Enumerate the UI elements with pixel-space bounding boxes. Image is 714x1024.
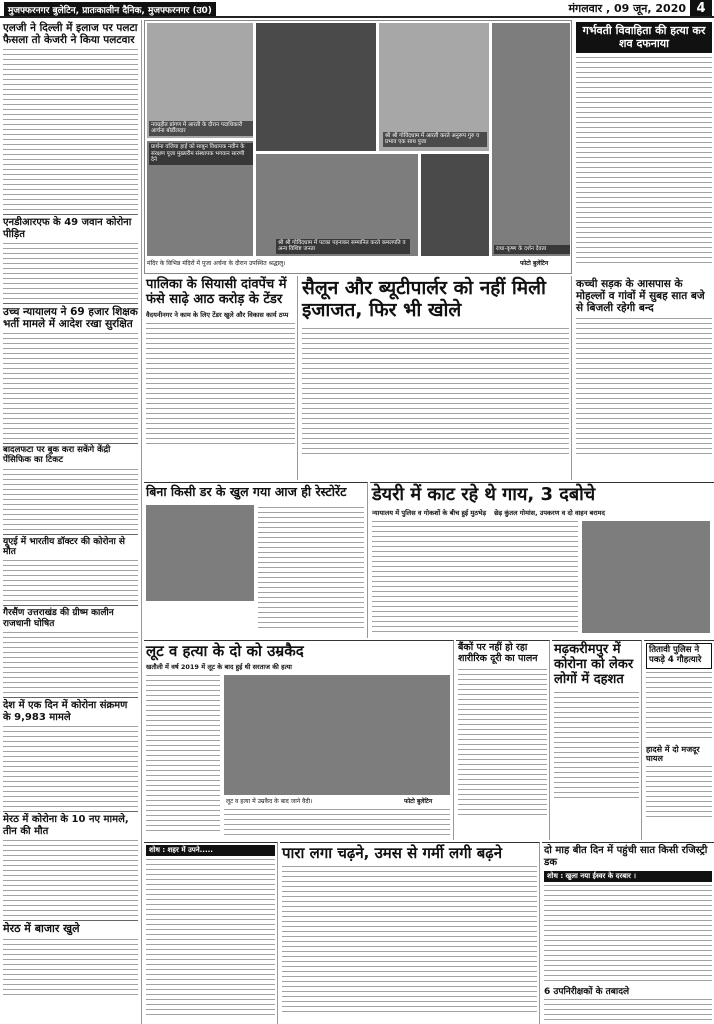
article-body: [224, 809, 450, 837]
headline-banks: बैंकों पर नहीं हो रहा शारीरिक दूरी का पालन: [458, 642, 538, 664]
article-body: [146, 675, 220, 835]
headline-meerut-corona: मेरठ में कोरोना के 10 नए मामले, तीन की मौत: [3, 814, 129, 837]
headline-loot: लूट व हत्या के दो को उम्रकैद: [146, 642, 304, 660]
headline-upniri: 6 उपनिरीक्षकों के तबादले: [544, 987, 630, 997]
headline-para: पारा लगा चढ़ने, उमस से गर्मी लगी बढ़ने: [282, 844, 503, 862]
article-body: [146, 859, 275, 1019]
loot-photo: [224, 675, 450, 795]
subhead-palika: वैदयनीनगर ने काम के लिए टेंडर खुले और विकास कार्य ठप्प: [146, 310, 289, 319]
article-body: [3, 469, 138, 534]
article-body: [544, 999, 712, 1021]
subhead-loot: खतौली में वर्ष 2019 में लूट के बाद हुई थी सरताज की हत्या: [146, 663, 292, 672]
restaurant-story: [144, 482, 368, 638]
headline-shaukh: शोध : खुला नया ईस्वर के दरबार ।: [544, 871, 712, 882]
headline-gairsain: गैरसैंण उत्तराखंड की ग्रीष्म कालीन राजधानी घोषित: [3, 608, 114, 629]
palika-story: [144, 276, 298, 480]
masthead-date: मंगलवार , 09 जून, 2020: [568, 2, 686, 15]
headline-cow: डेयरी में काट रहे थे गाय, 3 दबोचे: [372, 484, 596, 505]
subhead-cow-1: न्यायालय में पुलिस व गोकशों के बीच हुई मुठभेड़: [372, 508, 487, 517]
bijli-story: [574, 276, 714, 480]
masthead-title: मुजफ्फरनगर बुलेटिन, प्रातःकालीन दैनिक, मुजफ्फरनगर (उ0): [4, 2, 216, 17]
right-top-story: [574, 20, 714, 274]
cow-story: [370, 482, 714, 638]
subhead-cow-2: छेड़ कुंतल गोमांस, उपकरण व दो वाहन बरामद: [494, 508, 605, 517]
cow-photo: [582, 521, 710, 633]
loot-photo-caption: लूट व हत्या में उम्रकैद के बाद जाने वैदी।: [226, 798, 313, 805]
headline-corona-desh: देश में एक दिन में कोरोना संक्रमण के 9,983 मामले: [3, 700, 128, 723]
headline-shikshak: उच्च न्यायालय ने 69 हजार शिक्षक भर्ती मामले में आदेश रखा सुरक्षित: [3, 306, 138, 331]
headline-ndrf: एनडीआरएफ के 49 जवान कोरोना पीड़ित: [3, 217, 132, 240]
headline-domah: दो माह बीत दिन में पहुंची सात किसी रजिस्ट्री डक: [544, 845, 708, 868]
article-body: [372, 521, 578, 633]
photo-7: राधा-कृष्ण के दर्शन देवता: [492, 23, 570, 256]
page-number: 4: [690, 0, 712, 17]
article-body: [576, 57, 712, 265]
article-body: [3, 939, 138, 999]
shahar-story: [144, 842, 278, 1024]
headline-palika: पालिका के सियासी दांवपेंच में फंसे साढ़े आठ करोड़ के टेंडर: [146, 277, 287, 307]
photo-credit: फोटो बुलेटिन: [404, 798, 433, 805]
titavi-story: [644, 640, 714, 840]
salon-story: [300, 276, 572, 480]
photo-5: श्री श्री गोविंदधाम में पटका पहनाकर सम्मानित करते कमलपति व अन्य विशिष्ट जनता: [256, 154, 418, 256]
article-body: [3, 840, 138, 920]
article-body: [146, 323, 295, 448]
article-body: [3, 632, 138, 697]
article-body: [3, 560, 138, 605]
headline-bijli: कच्ची सड़क के आसपास के मोहल्लों व गांवों में सुबह सात बजे से बिजली रहेगी बन्द: [576, 278, 705, 315]
headline-titavi: तितावी पुलिस ने पकड़े 4 गौहत्यारे: [646, 643, 712, 669]
masthead: [0, 0, 714, 18]
restaurant-photo: [146, 505, 254, 601]
photo-1: नवग्रहीत प्रांगण में आरती के दौरान पदाधिकारी आर्चना बोर्डीलदार: [147, 23, 253, 138]
madhkarim-story: [552, 640, 642, 840]
headline-garbhvati: गर्भवती विवाहिता की हत्या कर शव दफनाया: [576, 22, 712, 53]
domah-story: [542, 842, 714, 1024]
loot-story: [144, 640, 454, 840]
photo-6: [421, 154, 489, 256]
collage-caption: मंदिर के विभिन्न मंदिरों में पूजा अर्चना के दौरान उपस्थित श्रद्धालु।: [147, 260, 286, 267]
headline-restaurant: बिना किसी डर के खुल गया आज ही रेस्टोरेंट: [146, 484, 347, 499]
article-body: [646, 766, 712, 821]
photo-2: प्रार्थना वजिया हाई को साबुन विधायक नवीन के संरक्षण पूजा मुख्यरीम संस्थापक भगवान सारणी देने: [147, 141, 253, 256]
photo-credit: फोटो बुलेटिन: [520, 260, 549, 267]
article-body: [3, 333, 138, 443]
headline-ticket: बादलफटा पर बुक करा सकेंगे केंद्री पेंसिफिक का टिकट: [3, 445, 111, 466]
photo-4: श्री श्री गोविंदधाम में आरती करते अनुरूप गुरु व प्रभाव एक साथ पुजा: [379, 23, 489, 151]
article-body: [302, 328, 569, 456]
headline-hadse: हादसे में दो मजदूर घायल: [646, 744, 700, 763]
photo-3: [256, 23, 376, 151]
headline-lg-delhi: एलजी ने दिल्ली में इलाज पर पलटा फैसला तो केजरी ने किया पलटवार: [3, 22, 138, 47]
photo-collage: [144, 20, 572, 274]
article-body: [3, 49, 138, 214]
headline-shahar: शोध : शहर में उपने.....: [146, 845, 275, 856]
left-column: [0, 20, 142, 1024]
article-body: [554, 692, 639, 802]
headline-salon: सैलून और ब्यूटीपार्लर को नहीं मिली इजाजत, फिर भी खोले: [302, 277, 546, 321]
article-body: [3, 243, 138, 303]
article-body: [544, 885, 712, 985]
headline-uae: यूएई में भारतीय डॉक्टर की कोरोना से मौत: [3, 536, 125, 558]
article-body: [646, 672, 712, 742]
headline-madhkarim: मढ़करीमपुर में कोरोना को लेकर लोगों में दहशत: [554, 642, 634, 687]
article-body: [258, 507, 364, 632]
article-body: [3, 726, 138, 811]
para-story: [280, 842, 540, 1024]
article-body: [576, 318, 712, 458]
headline-meerut-bazar: मेरठ में बाजार खुले: [3, 922, 80, 936]
article-body: [282, 866, 537, 1014]
